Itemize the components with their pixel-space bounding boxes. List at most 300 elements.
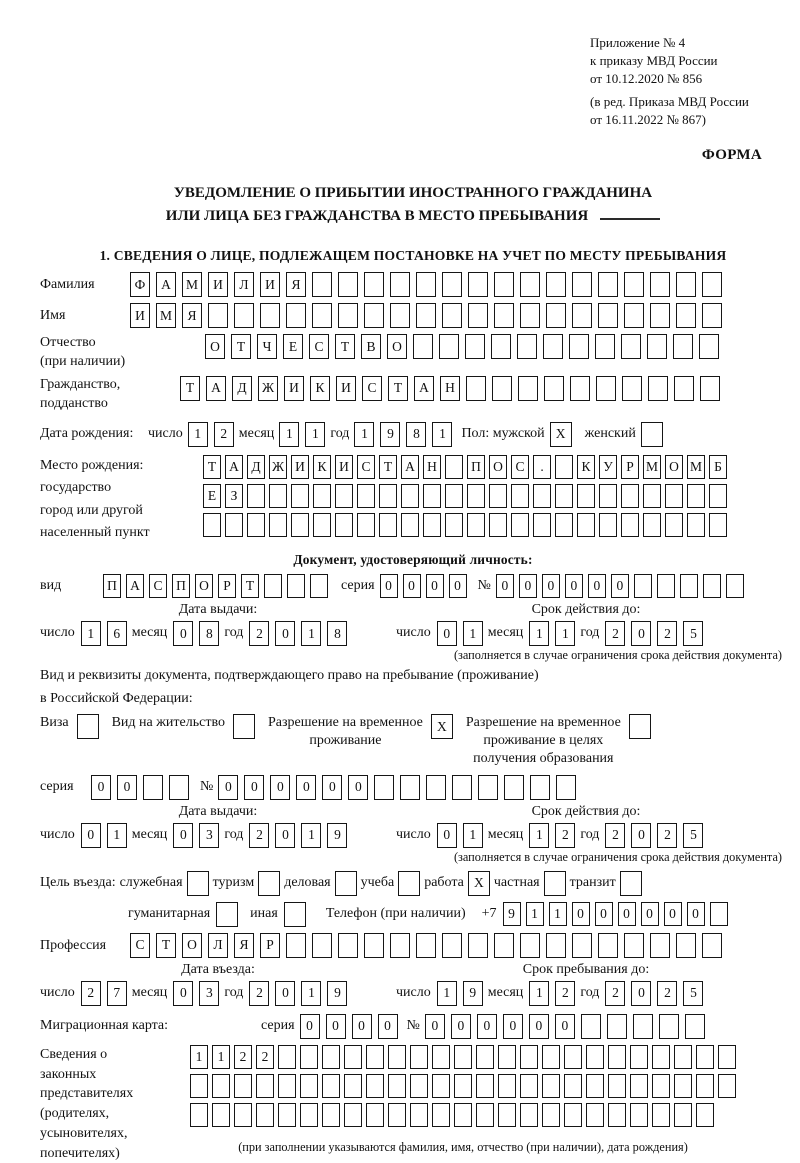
char-box[interactable] [234, 1074, 252, 1098]
char-box[interactable] [432, 1103, 450, 1127]
char-box[interactable]: 0 [449, 574, 467, 598]
char-box[interactable]: 9 [327, 981, 347, 1006]
char-box[interactable]: А [206, 376, 226, 401]
char-box[interactable]: 2 [605, 981, 625, 1006]
char-box[interactable] [530, 775, 550, 800]
char-box[interactable]: 2 [657, 981, 677, 1006]
char-box[interactable]: 8 [406, 422, 426, 447]
char-box[interactable] [650, 303, 670, 328]
temp-permit-checkbox[interactable]: X [431, 714, 453, 739]
char-box[interactable]: 1 [279, 422, 299, 447]
char-box[interactable]: 0 [496, 574, 514, 598]
char-box[interactable] [630, 1074, 648, 1098]
char-box[interactable] [569, 334, 589, 359]
char-box[interactable]: И [336, 376, 356, 401]
char-box[interactable] [518, 376, 538, 401]
char-box[interactable] [659, 1014, 679, 1039]
char-box[interactable] [498, 1074, 516, 1098]
char-box[interactable] [520, 933, 540, 958]
char-box[interactable] [533, 484, 551, 508]
char-box[interactable] [454, 1074, 472, 1098]
char-box[interactable] [269, 513, 287, 537]
char-box[interactable]: 2 [555, 981, 575, 1006]
char-box[interactable] [388, 1045, 406, 1069]
char-box[interactable] [322, 1103, 340, 1127]
char-box[interactable] [364, 303, 384, 328]
char-box[interactable] [190, 1103, 208, 1127]
char-box[interactable] [390, 303, 410, 328]
char-box[interactable] [511, 484, 529, 508]
char-box[interactable]: 0 [173, 823, 193, 848]
char-box[interactable] [442, 933, 462, 958]
char-box[interactable] [652, 1103, 670, 1127]
char-box[interactable] [413, 334, 433, 359]
char-box[interactable] [445, 484, 463, 508]
char-box[interactable] [344, 1074, 362, 1098]
char-box[interactable] [468, 272, 488, 297]
char-box[interactable]: Т [241, 574, 259, 598]
char-box[interactable]: 0 [378, 1014, 398, 1039]
char-box[interactable] [286, 303, 306, 328]
edu-permit-checkbox[interactable] [629, 714, 651, 739]
char-box[interactable]: 9 [463, 981, 483, 1006]
char-box[interactable] [445, 455, 463, 479]
char-box[interactable] [401, 484, 419, 508]
char-box[interactable] [546, 933, 566, 958]
char-box[interactable] [364, 272, 384, 297]
char-box[interactable] [344, 1045, 362, 1069]
char-box[interactable] [416, 303, 436, 328]
char-box[interactable]: Р [621, 455, 639, 479]
char-box[interactable] [432, 1045, 450, 1069]
char-box[interactable] [700, 376, 720, 401]
char-box[interactable] [621, 513, 639, 537]
char-box[interactable] [650, 933, 670, 958]
char-box[interactable]: 5 [683, 621, 703, 646]
char-box[interactable]: Я [286, 272, 306, 297]
char-box[interactable] [709, 513, 727, 537]
char-box[interactable]: 1 [188, 422, 208, 447]
char-box[interactable] [676, 272, 696, 297]
char-box[interactable] [366, 1103, 384, 1127]
purpose-tourism-checkbox[interactable] [258, 871, 280, 896]
char-box[interactable]: И [284, 376, 304, 401]
char-box[interactable] [581, 1014, 601, 1039]
char-box[interactable] [520, 272, 540, 297]
char-box[interactable] [710, 902, 728, 926]
char-box[interactable] [322, 1074, 340, 1098]
char-box[interactable] [709, 484, 727, 508]
char-box[interactable]: И [130, 303, 150, 328]
char-box[interactable]: 0 [437, 621, 457, 646]
char-box[interactable] [633, 1014, 653, 1039]
char-box[interactable] [388, 1103, 406, 1127]
char-box[interactable]: 0 [451, 1014, 471, 1039]
char-box[interactable] [310, 574, 328, 598]
char-box[interactable]: 0 [631, 823, 651, 848]
char-box[interactable] [357, 513, 375, 537]
char-box[interactable]: С [130, 933, 150, 958]
char-box[interactable]: 9 [503, 902, 521, 926]
char-box[interactable] [607, 1014, 627, 1039]
char-box[interactable] [169, 775, 189, 800]
char-box[interactable] [357, 484, 375, 508]
char-box[interactable]: Ж [269, 455, 287, 479]
char-box[interactable]: 3 [199, 823, 219, 848]
char-box[interactable] [657, 574, 675, 598]
char-box[interactable]: 5 [683, 981, 703, 1006]
char-box[interactable]: 0 [611, 574, 629, 598]
char-box[interactable]: 0 [631, 621, 651, 646]
char-box[interactable] [390, 272, 410, 297]
char-box[interactable]: О [205, 334, 225, 359]
char-box[interactable]: 0 [173, 621, 193, 646]
char-box[interactable]: 0 [326, 1014, 346, 1039]
char-box[interactable] [335, 484, 353, 508]
char-box[interactable] [278, 1045, 296, 1069]
char-box[interactable] [577, 513, 595, 537]
char-box[interactable]: 0 [270, 775, 290, 800]
char-box[interactable]: 0 [348, 775, 368, 800]
visa-checkbox[interactable] [77, 714, 99, 739]
char-box[interactable]: Я [182, 303, 202, 328]
char-box[interactable]: С [149, 574, 167, 598]
char-box[interactable]: 2 [605, 823, 625, 848]
char-box[interactable]: 0 [275, 981, 295, 1006]
char-box[interactable] [543, 334, 563, 359]
char-box[interactable]: 0 [380, 574, 398, 598]
char-box[interactable]: Р [260, 933, 280, 958]
char-box[interactable] [468, 933, 488, 958]
char-box[interactable] [680, 574, 698, 598]
char-box[interactable] [533, 513, 551, 537]
char-box[interactable] [291, 484, 309, 508]
char-box[interactable]: И [208, 272, 228, 297]
char-box[interactable] [225, 513, 243, 537]
char-box[interactable] [498, 1045, 516, 1069]
char-box[interactable] [542, 1074, 560, 1098]
char-box[interactable] [212, 1074, 230, 1098]
char-box[interactable] [498, 1103, 516, 1127]
char-box[interactable] [423, 513, 441, 537]
char-box[interactable]: О [489, 455, 507, 479]
char-box[interactable] [624, 933, 644, 958]
char-box[interactable] [260, 303, 280, 328]
char-box[interactable] [624, 303, 644, 328]
char-box[interactable]: Т [231, 334, 251, 359]
char-box[interactable] [203, 513, 221, 537]
char-box[interactable] [234, 303, 254, 328]
char-box[interactable] [718, 1045, 736, 1069]
char-box[interactable] [410, 1074, 428, 1098]
char-box[interactable] [542, 1103, 560, 1127]
char-box[interactable] [269, 484, 287, 508]
char-box[interactable]: 0 [664, 902, 682, 926]
char-box[interactable] [674, 1103, 692, 1127]
char-box[interactable] [555, 455, 573, 479]
char-box[interactable] [313, 513, 331, 537]
char-box[interactable] [544, 376, 564, 401]
char-box[interactable] [264, 574, 282, 598]
char-box[interactable] [598, 933, 618, 958]
char-box[interactable]: Л [234, 272, 254, 297]
char-box[interactable]: 5 [683, 823, 703, 848]
char-box[interactable]: О [665, 455, 683, 479]
char-box[interactable] [338, 272, 358, 297]
char-box[interactable] [703, 574, 721, 598]
char-box[interactable] [598, 303, 618, 328]
char-box[interactable]: 0 [588, 574, 606, 598]
char-box[interactable] [445, 513, 463, 537]
char-box[interactable]: Ж [258, 376, 278, 401]
char-box[interactable]: 0 [81, 823, 101, 848]
char-box[interactable]: А [126, 574, 144, 598]
char-box[interactable]: 0 [275, 823, 295, 848]
char-box[interactable]: Т [388, 376, 408, 401]
char-box[interactable] [555, 484, 573, 508]
char-box[interactable]: 0 [555, 1014, 575, 1039]
char-box[interactable] [390, 933, 410, 958]
char-box[interactable] [652, 1074, 670, 1098]
char-box[interactable]: 2 [81, 981, 101, 1006]
char-box[interactable] [476, 1103, 494, 1127]
char-box[interactable] [702, 933, 722, 958]
char-box[interactable] [489, 484, 507, 508]
char-box[interactable] [630, 1045, 648, 1069]
purpose-private-checkbox[interactable] [544, 871, 566, 896]
char-box[interactable] [564, 1045, 582, 1069]
char-box[interactable] [674, 1074, 692, 1098]
char-box[interactable]: О [182, 933, 202, 958]
char-box[interactable]: 0 [244, 775, 264, 800]
char-box[interactable] [476, 1074, 494, 1098]
char-box[interactable] [247, 484, 265, 508]
purpose-other-checkbox[interactable] [284, 902, 306, 927]
char-box[interactable] [442, 272, 462, 297]
char-box[interactable] [520, 1045, 538, 1069]
char-box[interactable] [278, 1103, 296, 1127]
char-box[interactable]: М [182, 272, 202, 297]
char-box[interactable]: 0 [631, 981, 651, 1006]
char-box[interactable]: 0 [641, 902, 659, 926]
char-box[interactable] [454, 1103, 472, 1127]
char-box[interactable]: 1 [529, 823, 549, 848]
char-box[interactable] [286, 933, 306, 958]
char-box[interactable] [542, 1045, 560, 1069]
char-box[interactable]: 1 [212, 1045, 230, 1069]
char-box[interactable]: 1 [107, 823, 127, 848]
char-box[interactable]: . [533, 455, 551, 479]
char-box[interactable]: К [310, 376, 330, 401]
char-box[interactable] [313, 484, 331, 508]
char-box[interactable]: 1 [432, 422, 452, 447]
char-box[interactable]: К [577, 455, 595, 479]
char-box[interactable]: 0 [117, 775, 137, 800]
char-box[interactable]: 6 [107, 621, 127, 646]
char-box[interactable]: 0 [218, 775, 238, 800]
char-box[interactable] [676, 933, 696, 958]
char-box[interactable] [595, 334, 615, 359]
char-box[interactable] [520, 1103, 538, 1127]
char-box[interactable]: Ф [130, 272, 150, 297]
char-box[interactable] [423, 484, 441, 508]
char-box[interactable]: Т [203, 455, 221, 479]
char-box[interactable] [685, 1014, 705, 1039]
char-box[interactable] [492, 376, 512, 401]
char-box[interactable]: 2 [555, 823, 575, 848]
char-box[interactable] [634, 574, 652, 598]
char-box[interactable] [247, 513, 265, 537]
char-box[interactable] [388, 1074, 406, 1098]
char-box[interactable]: А [414, 376, 434, 401]
char-box[interactable]: 8 [327, 621, 347, 646]
char-box[interactable]: Д [232, 376, 252, 401]
char-box[interactable] [442, 303, 462, 328]
char-box[interactable]: 2 [249, 823, 269, 848]
char-box[interactable] [665, 513, 683, 537]
char-box[interactable]: С [357, 455, 375, 479]
char-box[interactable]: С [362, 376, 382, 401]
char-box[interactable]: О [387, 334, 407, 359]
char-box[interactable]: Д [247, 455, 265, 479]
char-box[interactable] [520, 1074, 538, 1098]
char-box[interactable]: Т [180, 376, 200, 401]
char-box[interactable] [491, 334, 511, 359]
char-box[interactable] [718, 1074, 736, 1098]
char-box[interactable] [379, 484, 397, 508]
char-box[interactable] [665, 484, 683, 508]
char-box[interactable] [300, 1045, 318, 1069]
char-box[interactable]: 1 [526, 902, 544, 926]
char-box[interactable] [452, 775, 472, 800]
char-box[interactable] [699, 334, 719, 359]
char-box[interactable]: 0 [425, 1014, 445, 1039]
char-box[interactable] [401, 513, 419, 537]
purpose-official-checkbox[interactable] [187, 871, 209, 896]
char-box[interactable]: 0 [275, 621, 295, 646]
char-box[interactable]: А [156, 272, 176, 297]
char-box[interactable]: 1 [549, 902, 567, 926]
char-box[interactable]: 0 [296, 775, 316, 800]
sex-male-checkbox[interactable]: X [550, 422, 572, 447]
char-box[interactable]: 3 [199, 981, 219, 1006]
char-box[interactable]: 1 [305, 422, 325, 447]
char-box[interactable] [674, 1045, 692, 1069]
char-box[interactable]: Т [335, 334, 355, 359]
purpose-humanitarian-checkbox[interactable] [216, 902, 238, 927]
char-box[interactable]: 1 [529, 621, 549, 646]
char-box[interactable]: 0 [519, 574, 537, 598]
char-box[interactable]: 0 [565, 574, 583, 598]
purpose-study-checkbox[interactable] [398, 871, 420, 896]
char-box[interactable]: 9 [327, 823, 347, 848]
char-box[interactable]: И [335, 455, 353, 479]
sex-female-checkbox[interactable] [641, 422, 663, 447]
char-box[interactable] [335, 513, 353, 537]
char-box[interactable] [696, 1103, 714, 1127]
char-box[interactable]: 0 [477, 1014, 497, 1039]
char-box[interactable]: 0 [426, 574, 444, 598]
char-box[interactable]: 0 [173, 981, 193, 1006]
char-box[interactable]: 0 [542, 574, 560, 598]
char-box[interactable] [577, 484, 595, 508]
char-box[interactable]: 1 [463, 823, 483, 848]
char-box[interactable] [608, 1103, 626, 1127]
char-box[interactable] [673, 334, 693, 359]
char-box[interactable]: П [172, 574, 190, 598]
char-box[interactable] [344, 1103, 362, 1127]
char-box[interactable] [586, 1045, 604, 1069]
char-box[interactable] [608, 1045, 626, 1069]
char-box[interactable]: 0 [572, 902, 590, 926]
char-box[interactable] [300, 1103, 318, 1127]
char-box[interactable] [564, 1103, 582, 1127]
char-box[interactable] [234, 1103, 252, 1127]
char-box[interactable] [586, 1103, 604, 1127]
char-box[interactable]: 2 [214, 422, 234, 447]
char-box[interactable] [622, 376, 642, 401]
char-box[interactable]: 2 [234, 1045, 252, 1069]
char-box[interactable]: Е [203, 484, 221, 508]
char-box[interactable] [676, 303, 696, 328]
char-box[interactable] [726, 574, 744, 598]
char-box[interactable] [468, 303, 488, 328]
char-box[interactable] [643, 513, 661, 537]
char-box[interactable]: 1 [555, 621, 575, 646]
char-box[interactable] [596, 376, 616, 401]
char-box[interactable] [467, 484, 485, 508]
char-box[interactable]: 1 [437, 981, 457, 1006]
char-box[interactable] [572, 303, 592, 328]
char-box[interactable] [410, 1045, 428, 1069]
char-box[interactable]: Б [709, 455, 727, 479]
char-box[interactable]: С [511, 455, 529, 479]
char-box[interactable] [564, 1074, 582, 1098]
char-box[interactable] [520, 303, 540, 328]
char-box[interactable]: 1 [301, 823, 321, 848]
char-box[interactable]: 0 [300, 1014, 320, 1039]
char-box[interactable] [650, 272, 670, 297]
char-box[interactable] [208, 303, 228, 328]
char-box[interactable] [190, 1074, 208, 1098]
char-box[interactable] [374, 775, 394, 800]
char-box[interactable] [702, 303, 722, 328]
char-box[interactable] [338, 303, 358, 328]
char-box[interactable] [400, 775, 420, 800]
char-box[interactable] [696, 1074, 714, 1098]
char-box[interactable]: Р [218, 574, 236, 598]
char-box[interactable]: 0 [529, 1014, 549, 1039]
char-box[interactable]: П [467, 455, 485, 479]
char-box[interactable] [504, 775, 524, 800]
char-box[interactable]: 1 [529, 981, 549, 1006]
char-box[interactable]: М [643, 455, 661, 479]
char-box[interactable] [476, 1045, 494, 1069]
char-box[interactable] [143, 775, 163, 800]
char-box[interactable]: О [195, 574, 213, 598]
char-box[interactable] [312, 933, 332, 958]
char-box[interactable]: К [313, 455, 331, 479]
char-box[interactable] [466, 376, 486, 401]
char-box[interactable]: Н [423, 455, 441, 479]
char-box[interactable]: В [361, 334, 381, 359]
char-box[interactable]: 1 [463, 621, 483, 646]
char-box[interactable] [570, 376, 590, 401]
char-box[interactable] [572, 933, 592, 958]
char-box[interactable]: 1 [190, 1045, 208, 1069]
char-box[interactable] [287, 574, 305, 598]
char-box[interactable] [454, 1045, 472, 1069]
